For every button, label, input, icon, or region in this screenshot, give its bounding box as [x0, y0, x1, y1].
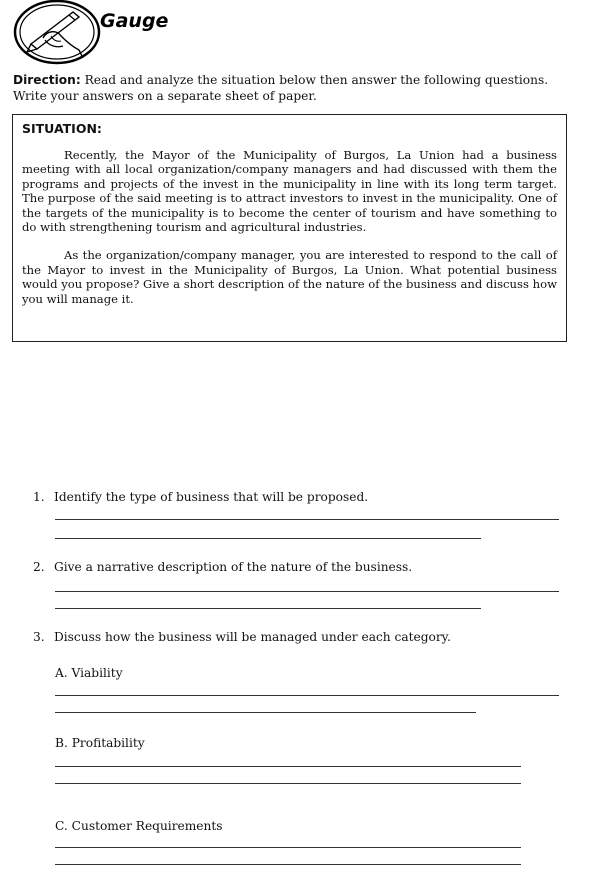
answer-line[interactable] — [55, 847, 521, 848]
answer-line[interactable] — [55, 519, 559, 520]
page-title: Gauge — [100, 10, 169, 32]
answer-line[interactable] — [55, 766, 521, 767]
answer-line[interactable] — [55, 695, 559, 696]
question-number: 3. — [33, 630, 45, 644]
question-text: Give a narrative description of the nature of the business. — [54, 560, 413, 574]
question-text: Discuss how the business will be managed under each category. — [54, 630, 451, 644]
question-2 — [33, 560, 412, 574]
answer-line[interactable] — [55, 783, 521, 784]
question-3 — [33, 630, 451, 644]
pencil-hand-icon — [13, 0, 103, 66]
direction-label: Direction: — [13, 73, 81, 87]
question-number: 1. — [33, 490, 45, 504]
situation-title: SITUATION: — [22, 121, 102, 136]
question-1 — [33, 490, 368, 504]
answer-line[interactable] — [55, 864, 521, 865]
direction — [13, 72, 573, 104]
answer-line[interactable] — [55, 591, 559, 592]
category-viability: A. Viability — [55, 666, 123, 680]
category-profitability: B. Profitability — [55, 736, 145, 750]
direction-text: Read and analyze the situation below then answer the following questions. Write your answers on a separate sheet of paper. — [13, 73, 549, 103]
answer-line[interactable] — [55, 538, 481, 539]
situation-paragraph: As the organization/company manager, you are interested to respond to the call of the Mayor to invest in the Municipality of Burgos, La Union. What potential business would you propose? Give a short description of the nature of the business and discuss how you will manage it. — [22, 248, 557, 306]
answer-line[interactable] — [55, 712, 476, 713]
question-number: 2. — [33, 560, 45, 574]
answer-line[interactable] — [55, 608, 481, 609]
category-customer-requirements: C. Customer Requirements — [55, 819, 223, 833]
situation-paragraph: Recently, the Mayor of the Municipality of Burgos, La Union had a business meeting with all local organization/company managers and had discussed with them the programs and projects of the invest in the municipality in line with its long term target. The purpose of the said meeting is to attract investors to invest in the municipality. One of the targets of the municipality is to become the center of tourism and have something to do with strengthening tourism and agricultural industries. — [22, 148, 557, 235]
question-text: Identify the type of business that will be proposed. — [54, 490, 369, 504]
situation-box — [12, 114, 567, 342]
